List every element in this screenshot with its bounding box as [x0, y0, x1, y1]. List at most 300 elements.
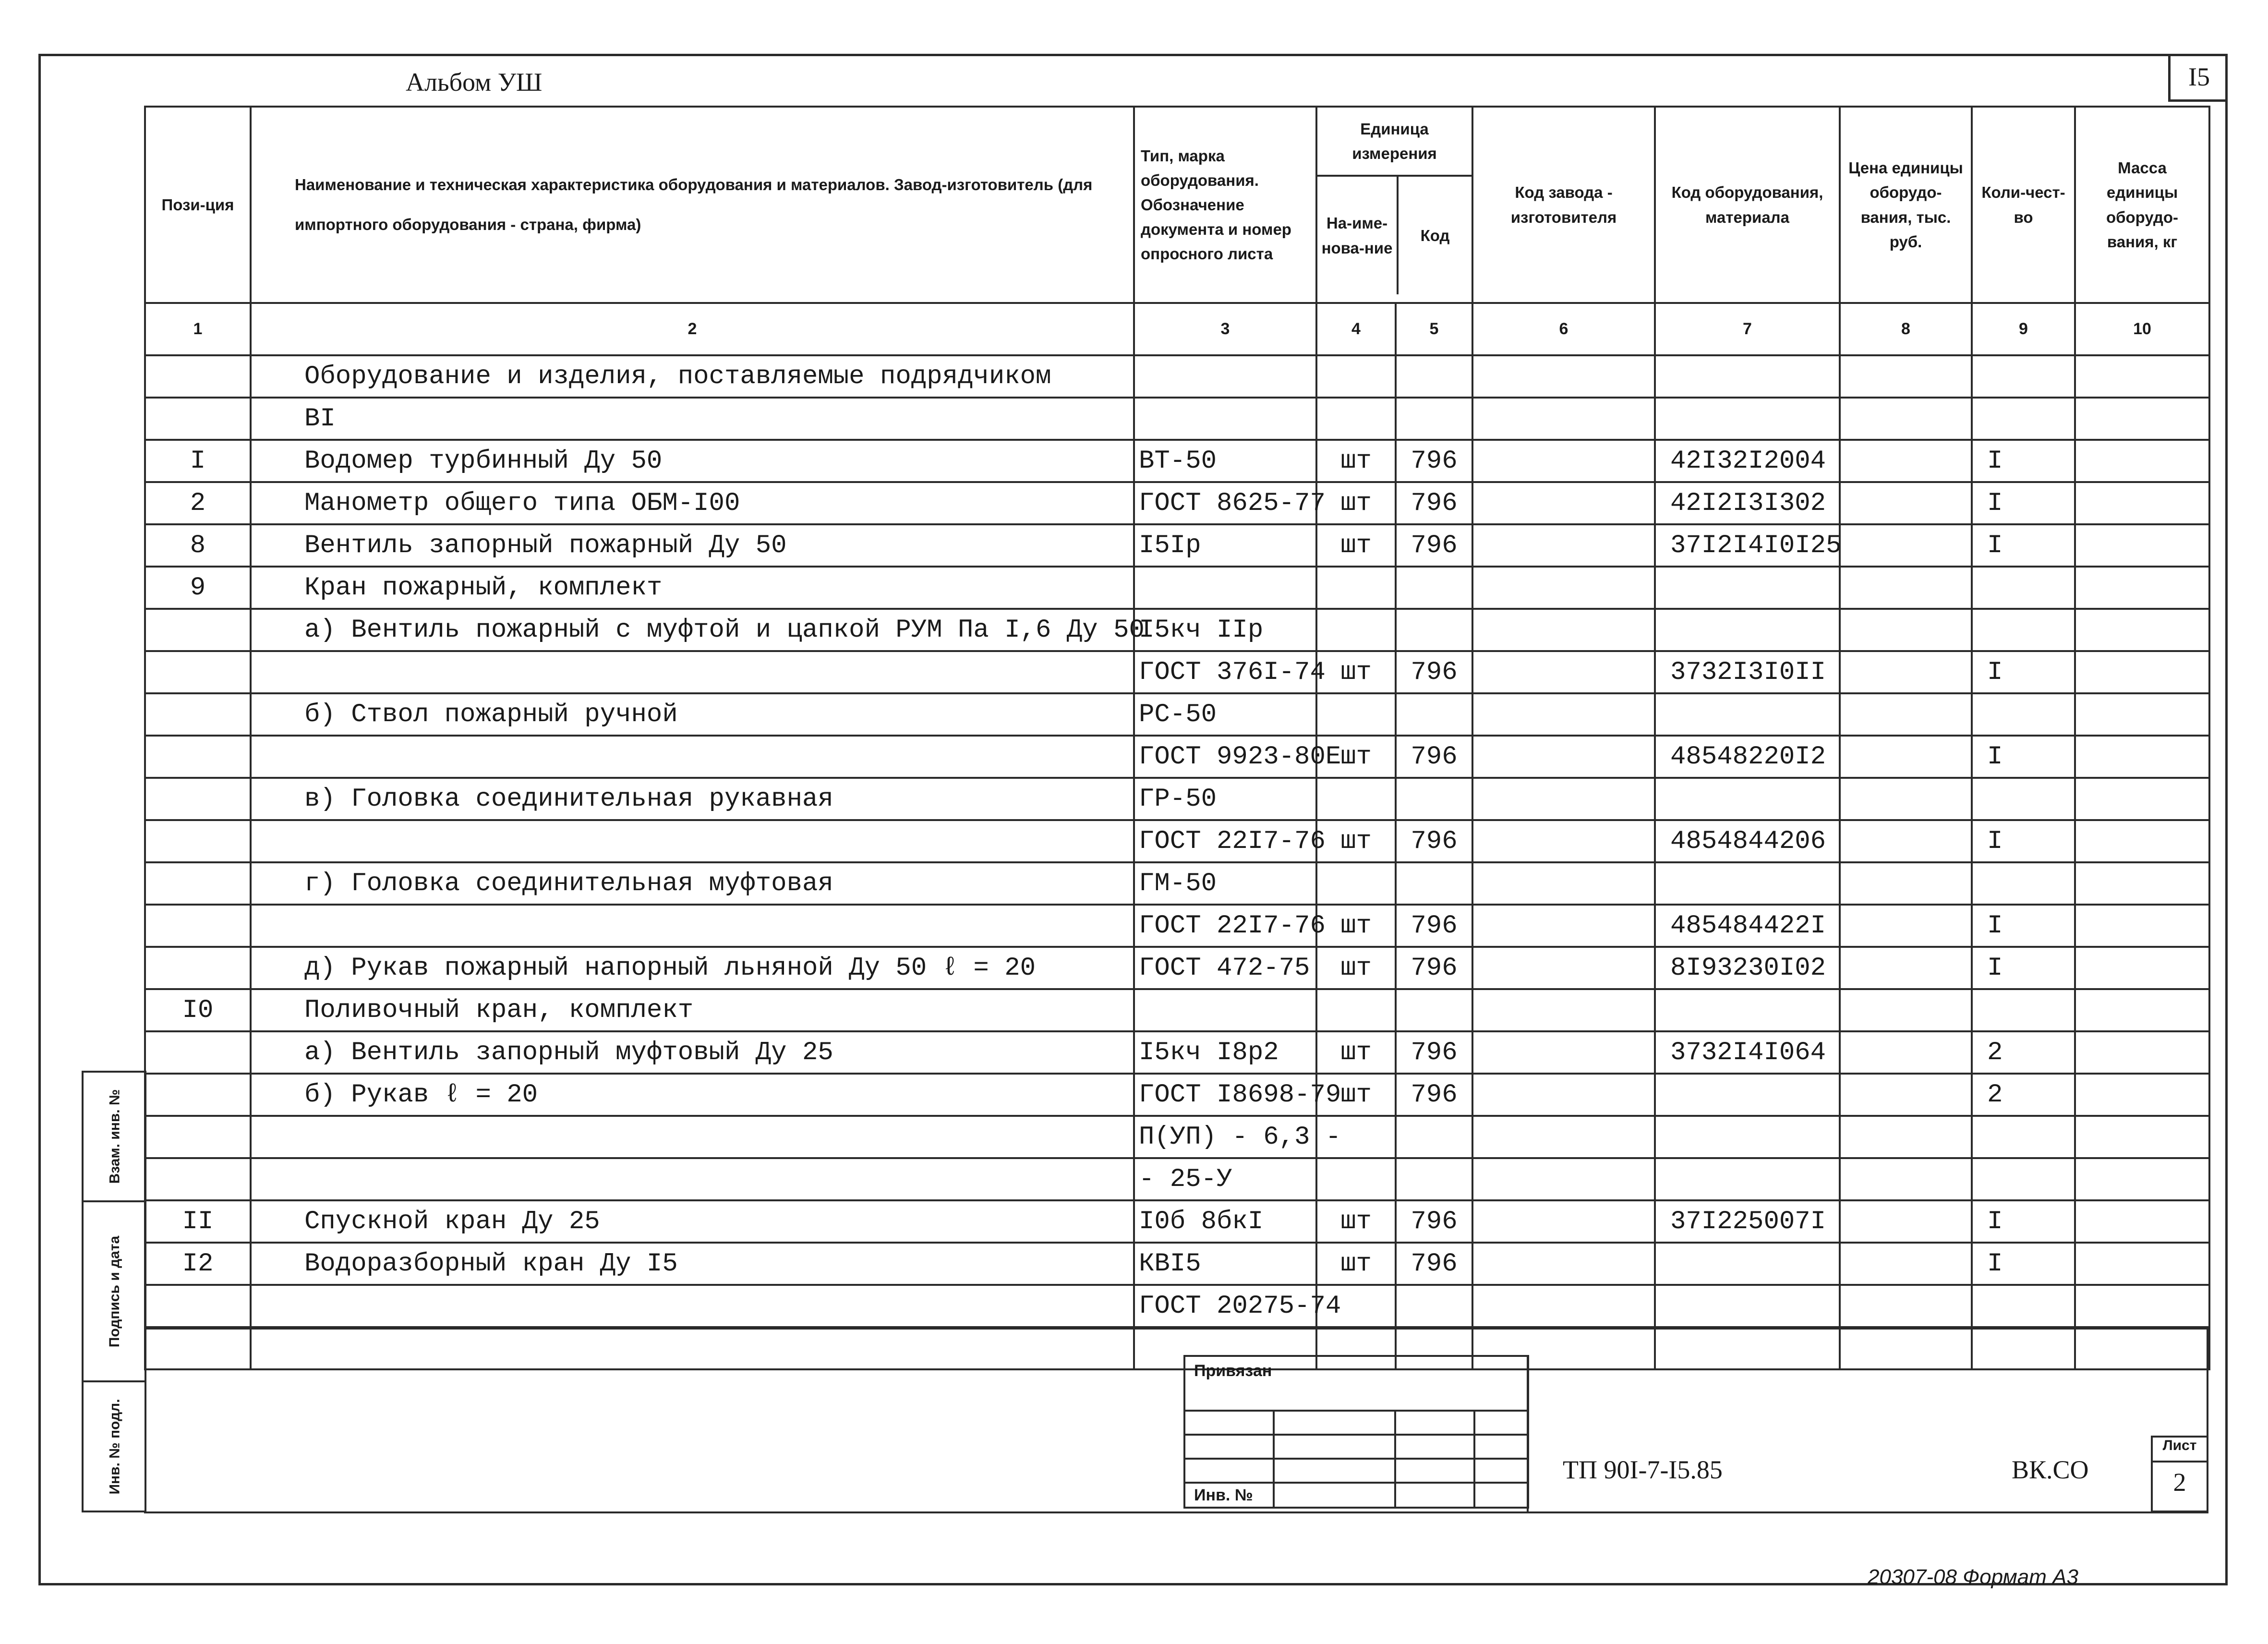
mass-cell — [2075, 1327, 2209, 1369]
table-row — [145, 947, 2209, 989]
equipment-code-cell: 37I225007I — [1655, 1200, 1840, 1243]
position-cell — [145, 947, 251, 989]
type-cell: ГОСТ 9923-80Е — [1134, 736, 1316, 778]
unit-code-cell — [1396, 1158, 1472, 1200]
position-cell — [145, 1158, 251, 1200]
price-cell — [1840, 1074, 1972, 1116]
quantity-cell — [1972, 1285, 2075, 1327]
name-cell — [251, 1285, 1134, 1327]
unit-code-cell: 796 — [1396, 524, 1472, 567]
unit-code-cell: 796 — [1396, 820, 1472, 862]
unit-cell — [1316, 989, 1396, 1031]
price-cell — [1840, 778, 1972, 820]
mass-cell — [2075, 651, 2209, 693]
type-cell: I5Iр — [1134, 524, 1316, 567]
name-cell: Манометр общего типа ОБМ-I00 — [251, 482, 1134, 524]
quantity-cell: I — [1972, 1243, 2075, 1285]
price-cell — [1840, 989, 1972, 1031]
type-cell — [1134, 567, 1316, 609]
name-cell: в) Головка соединительная рукавная — [251, 778, 1134, 820]
unit-code-cell: 796 — [1396, 1074, 1472, 1116]
name-cell: а) Вентиль пожарный с муфтой и цапкой РУМ Па I,6 Ду 50 — [251, 609, 1134, 651]
unit-code-cell — [1396, 355, 1472, 398]
quantity-cell — [1972, 778, 2075, 820]
quantity-cell — [1972, 609, 2075, 651]
price-cell — [1840, 1327, 1972, 1369]
price-cell — [1840, 1243, 1972, 1285]
mass-cell — [2075, 736, 2209, 778]
quantity-cell: I — [1972, 440, 2075, 482]
column-number: 1 — [145, 303, 251, 355]
unit-cell: шт — [1316, 736, 1396, 778]
unit-code-cell — [1396, 567, 1472, 609]
unit-cell: шт — [1316, 905, 1396, 947]
type-cell: ГОСТ 8625-77 — [1134, 482, 1316, 524]
quantity-cell — [1972, 862, 2075, 905]
name-cell — [251, 820, 1134, 862]
equipment-code-cell — [1655, 862, 1840, 905]
header-quantity: Коли-чест-во — [1972, 107, 2075, 303]
maker-code-cell — [1472, 524, 1655, 567]
quantity-cell: I — [1972, 482, 2075, 524]
type-cell: ГОСТ 22I7-76 — [1134, 905, 1316, 947]
quantity-cell: I — [1972, 820, 2075, 862]
equipment-code-cell — [1655, 1074, 1840, 1116]
position-cell: I — [145, 440, 251, 482]
mass-cell — [2075, 989, 2209, 1031]
mass-cell — [2075, 1031, 2209, 1074]
position-cell — [145, 778, 251, 820]
maker-code-cell — [1472, 1074, 1655, 1116]
table-row — [145, 1116, 2209, 1158]
position-cell — [145, 1327, 251, 1369]
equipment-code-cell — [1655, 1285, 1840, 1327]
unit-cell — [1316, 693, 1396, 736]
equipment-code-cell — [1655, 398, 1840, 440]
type-cell: РС-50 — [1134, 693, 1316, 736]
maker-code-cell — [1472, 609, 1655, 651]
position-cell — [145, 736, 251, 778]
table-row — [145, 1327, 2209, 1369]
mass-cell — [2075, 1116, 2209, 1158]
mass-cell — [2075, 778, 2209, 820]
position-cell: I0 — [145, 989, 251, 1031]
unit-code-cell — [1396, 862, 1472, 905]
header-unit-code: Код — [1420, 226, 1450, 244]
table-row — [145, 736, 2209, 778]
price-cell — [1840, 609, 1972, 651]
column-number: 3 — [1134, 303, 1316, 355]
equipment-code-cell: 42I32I2004 — [1655, 440, 1840, 482]
table-row — [145, 778, 2209, 820]
table-row — [145, 1158, 2209, 1200]
maker-code-cell — [1472, 567, 1655, 609]
position-cell — [145, 1074, 251, 1116]
price-cell — [1840, 862, 1972, 905]
equipment-code-cell — [1655, 1158, 1840, 1200]
quantity-cell — [1972, 693, 2075, 736]
name-cell: BI — [251, 398, 1134, 440]
maker-code-cell — [1472, 440, 1655, 482]
stamp-bottom-line — [144, 1511, 2208, 1513]
equipment-code-cell — [1655, 1327, 1840, 1369]
quantity-cell: I — [1972, 651, 2075, 693]
position-cell — [145, 355, 251, 398]
name-cell: б) Ствол пожарный ручной — [251, 693, 1134, 736]
header-price: Цена единицы оборудо-вания, тыс. руб. — [1840, 107, 1972, 303]
unit-cell: шт — [1316, 1200, 1396, 1243]
maker-code-cell — [1472, 1158, 1655, 1200]
equipment-code-cell — [1655, 1243, 1840, 1285]
maker-code-cell — [1472, 398, 1655, 440]
type-cell: ГОСТ 376I-74 — [1134, 651, 1316, 693]
unit-cell — [1316, 1158, 1396, 1200]
type-cell: ГОСТ 472-75 — [1134, 947, 1316, 989]
maker-code-cell — [1472, 1200, 1655, 1243]
unit-code-cell — [1396, 778, 1472, 820]
unit-code-cell: 796 — [1396, 1243, 1472, 1285]
name-cell: Поливочный кран, комплект — [251, 989, 1134, 1031]
price-cell — [1840, 524, 1972, 567]
side-field-original — [84, 1382, 146, 1511]
header-equipment-code: Код оборудования, материала — [1655, 107, 1840, 303]
position-cell — [145, 693, 251, 736]
position-cell — [145, 609, 251, 651]
table-row — [145, 1243, 2209, 1285]
mass-cell — [2075, 355, 2209, 398]
column-number: 5 — [1396, 303, 1472, 355]
mass-cell — [2075, 905, 2209, 947]
quantity-cell — [1972, 398, 2075, 440]
quantity-cell — [1972, 989, 2075, 1031]
privyazan-label: Привязан — [1194, 1362, 1272, 1380]
unit-cell: шт — [1316, 524, 1396, 567]
stamp-top-line — [144, 1328, 2208, 1330]
unit-code-cell: 796 — [1396, 736, 1472, 778]
quantity-cell: I — [1972, 524, 2075, 567]
maker-code-cell — [1472, 1243, 1655, 1285]
privyazan-box — [1183, 1355, 1529, 1509]
quantity-cell: 2 — [1972, 1074, 2075, 1116]
price-cell — [1840, 651, 1972, 693]
table-row — [145, 440, 2209, 482]
price-cell — [1840, 1116, 1972, 1158]
column-numbers-row — [145, 303, 2209, 355]
type-cell: ГОСТ 20275-74 — [1134, 1285, 1316, 1327]
mass-cell — [2075, 862, 2209, 905]
price-cell — [1840, 947, 1972, 989]
column-number: 8 — [1840, 303, 1972, 355]
quantity-cell: I — [1972, 947, 2075, 989]
price-cell — [1840, 736, 1972, 778]
name-cell — [251, 905, 1134, 947]
maker-code-cell — [1472, 905, 1655, 947]
unit-cell: шт — [1316, 482, 1396, 524]
position-cell — [145, 651, 251, 693]
list-label: Лист — [2153, 1438, 2207, 1463]
unit-code-cell — [1396, 989, 1472, 1031]
unit-cell: шт — [1316, 1074, 1396, 1116]
price-cell — [1840, 1285, 1972, 1327]
quantity-cell: 2 — [1972, 1031, 2075, 1074]
unit-cell — [1316, 778, 1396, 820]
format-note: 20307-08 Формат А3 — [1868, 1565, 2078, 1589]
maker-code-cell — [1472, 820, 1655, 862]
equipment-code-cell: 42I2I3I302 — [1655, 482, 1840, 524]
price-cell — [1840, 1031, 1972, 1074]
table-row — [145, 1031, 2209, 1074]
table-row — [145, 355, 2209, 398]
position-cell: 2 — [145, 482, 251, 524]
equipment-code-cell: 37I2I4I0I25 — [1655, 524, 1840, 567]
unit-code-cell: 796 — [1396, 651, 1472, 693]
table-row — [145, 989, 2209, 1031]
table-row — [145, 651, 2209, 693]
document-code: ТП 90I-7-I5.85 — [1563, 1455, 1723, 1484]
position-cell — [145, 820, 251, 862]
price-cell — [1840, 482, 1972, 524]
price-cell — [1840, 1200, 1972, 1243]
name-cell: Водоразборный кран Ду I5 — [251, 1243, 1134, 1285]
unit-code-cell — [1396, 1285, 1472, 1327]
unit-cell — [1316, 609, 1396, 651]
maker-code-cell — [1472, 778, 1655, 820]
maker-code-cell — [1472, 1285, 1655, 1327]
type-cell: I0б 8бкI — [1134, 1200, 1316, 1243]
table-row — [145, 905, 2209, 947]
column-number: 2 — [251, 303, 1134, 355]
name-cell — [251, 651, 1134, 693]
mass-cell — [2075, 947, 2209, 989]
mass-cell — [2075, 1158, 2209, 1200]
equipment-code-cell: 3732I3I0II — [1655, 651, 1840, 693]
section-code: ВК.СО — [2012, 1455, 2089, 1484]
equipment-code-cell: 485484422I — [1655, 905, 1840, 947]
name-cell: Водомер турбинный Ду 50 — [251, 440, 1134, 482]
table-row — [145, 482, 2209, 524]
type-cell: ВТ-50 — [1134, 440, 1316, 482]
maker-code-cell — [1472, 693, 1655, 736]
table-row — [145, 567, 2209, 609]
mass-cell — [2075, 609, 2209, 651]
name-cell: Оборудование и изделия, поставляемые подрядчиком — [251, 355, 1134, 398]
unit-cell: шт — [1316, 947, 1396, 989]
equipment-code-cell: 8I93230I02 — [1655, 947, 1840, 989]
price-cell — [1840, 398, 1972, 440]
table-row — [145, 1200, 2209, 1243]
list-box — [2151, 1436, 2208, 1512]
type-cell: ГМ-50 — [1134, 862, 1316, 905]
header-maker-code: Код завода - изготовителя — [1472, 107, 1655, 303]
maker-code-cell — [1472, 862, 1655, 905]
unit-cell — [1316, 398, 1396, 440]
mass-cell — [2075, 1243, 2209, 1285]
unit-cell: шт — [1316, 1243, 1396, 1285]
equipment-code-cell — [1655, 693, 1840, 736]
table-row — [145, 524, 2209, 567]
unit-cell: шт — [1316, 820, 1396, 862]
position-cell — [145, 1031, 251, 1074]
name-cell: г) Головка соединительная муфтовая — [251, 862, 1134, 905]
price-cell — [1840, 905, 1972, 947]
maker-code-cell — [1472, 947, 1655, 989]
table-row — [145, 1285, 2209, 1327]
unit-cell — [1316, 355, 1396, 398]
mass-cell — [2075, 398, 2209, 440]
price-cell — [1840, 355, 1972, 398]
type-cell: ГР-50 — [1134, 778, 1316, 820]
side-stamp — [82, 1071, 146, 1512]
quantity-cell: I — [1972, 905, 2075, 947]
unit-code-cell — [1396, 1116, 1472, 1158]
name-cell: а) Вентиль запорный муфтовый Ду 25 — [251, 1031, 1134, 1074]
price-cell — [1840, 440, 1972, 482]
unit-code-cell — [1396, 398, 1472, 440]
header-unit-title: Единица измерения — [1317, 108, 1472, 177]
type-cell: П(УП) - 6,3 - — [1134, 1116, 1316, 1158]
header-name: Наименование и техническая характеристика оборудования и материалов. Завод-изготовитель (для импортного оборудования - страна, фирма) — [251, 107, 1134, 303]
column-number: 9 — [1972, 303, 2075, 355]
column-number: 7 — [1655, 303, 1840, 355]
position-cell — [145, 1116, 251, 1158]
unit-cell — [1316, 567, 1396, 609]
mass-cell — [2075, 820, 2209, 862]
name-cell — [251, 736, 1134, 778]
equipment-code-cell — [1655, 778, 1840, 820]
price-cell — [1840, 1158, 1972, 1200]
header-type: Тип, марка оборудования. Обозначение документа и номер опросного листа — [1134, 107, 1316, 303]
side-label: Взам. инв. № — [107, 1089, 123, 1184]
name-cell: Спускной кран Ду 25 — [251, 1200, 1134, 1243]
type-cell: I5кч IIр — [1134, 609, 1316, 651]
side-label: Инв. № подл. — [107, 1398, 123, 1495]
equipment-code-cell: 48548220I2 — [1655, 736, 1840, 778]
mass-cell — [2075, 1074, 2209, 1116]
unit-code-cell — [1396, 693, 1472, 736]
maker-code-cell — [1472, 1116, 1655, 1158]
table-row — [145, 609, 2209, 651]
position-cell — [145, 862, 251, 905]
side-label: Подпись и дата — [107, 1235, 123, 1347]
quantity-cell — [1972, 1327, 2075, 1369]
maker-code-cell — [1472, 736, 1655, 778]
unit-code-cell: 796 — [1396, 440, 1472, 482]
equipment-code-cell: 4854844206 — [1655, 820, 1840, 862]
unit-cell: шт — [1316, 1031, 1396, 1074]
name-cell: д) Рукав пожарный напорный льняной Ду 50 ℓ = 20 — [251, 947, 1134, 989]
side-field-signature — [84, 1202, 146, 1382]
position-cell: 9 — [145, 567, 251, 609]
type-cell: I5кч I8р2 — [1134, 1031, 1316, 1074]
album-title: Альбом УШ — [406, 68, 543, 97]
unit-code-cell: 796 — [1396, 905, 1472, 947]
equipment-code-cell — [1655, 989, 1840, 1031]
stamp-divider — [1527, 1355, 1529, 1511]
header-unit — [1316, 107, 1472, 303]
quantity-cell: I — [1972, 736, 2075, 778]
header-unit-name: На-име-нова-ние — [1317, 177, 1399, 294]
type-cell — [1134, 398, 1316, 440]
type-cell — [1134, 989, 1316, 1031]
type-cell — [1134, 355, 1316, 398]
type-cell: КВI5 — [1134, 1243, 1316, 1285]
mass-cell — [2075, 440, 2209, 482]
price-cell — [1840, 693, 1972, 736]
name-cell — [251, 1116, 1134, 1158]
type-cell: ГОСТ 22I7-76 — [1134, 820, 1316, 862]
mass-cell — [2075, 1285, 2209, 1327]
table-row — [145, 398, 2209, 440]
table-row — [145, 693, 2209, 736]
name-cell: б) Рукав ℓ = 20 — [251, 1074, 1134, 1116]
unit-code-cell — [1396, 609, 1472, 651]
equipment-code-cell — [1655, 355, 1840, 398]
type-cell: - 25-У — [1134, 1158, 1316, 1200]
maker-code-cell — [1472, 355, 1655, 398]
name-cell: Кран пожарный, комплект — [251, 567, 1134, 609]
quantity-cell — [1972, 1116, 2075, 1158]
maker-code-cell — [1472, 1031, 1655, 1074]
equipment-code-cell: 3732I4I064 — [1655, 1031, 1840, 1074]
name-cell — [251, 1158, 1134, 1200]
unit-code-cell: 796 — [1396, 1200, 1472, 1243]
position-cell: 8 — [145, 524, 251, 567]
list-number: 2 — [2173, 1468, 2186, 1497]
name-cell: Вентиль запорный пожарный Ду 50 — [251, 524, 1134, 567]
position-cell: I2 — [145, 1243, 251, 1285]
unit-code-cell: 796 — [1396, 1031, 1472, 1074]
table-row — [145, 1074, 2209, 1116]
mass-cell — [2075, 1200, 2209, 1243]
unit-code-cell: 796 — [1396, 947, 1472, 989]
mass-cell — [2075, 482, 2209, 524]
column-number: 4 — [1316, 303, 1396, 355]
equipment-code-cell — [1655, 567, 1840, 609]
column-number: 6 — [1472, 303, 1655, 355]
position-cell — [145, 1285, 251, 1327]
position-cell — [145, 905, 251, 947]
side-field-replacement — [84, 1073, 146, 1202]
equipment-code-cell — [1655, 609, 1840, 651]
sheet-number: I5 — [2168, 54, 2228, 102]
position-cell — [145, 398, 251, 440]
unit-cell: шт — [1316, 440, 1396, 482]
column-number: 10 — [2075, 303, 2209, 355]
mass-cell — [2075, 567, 2209, 609]
mass-cell — [2075, 693, 2209, 736]
mass-cell — [2075, 524, 2209, 567]
table-row — [145, 820, 2209, 862]
quantity-cell: I — [1972, 1200, 2075, 1243]
table-row — [145, 862, 2209, 905]
table-header — [145, 107, 2209, 303]
quantity-cell — [1972, 1158, 2075, 1200]
specification-table — [144, 106, 2210, 1370]
maker-code-cell — [1472, 651, 1655, 693]
unit-cell — [1316, 862, 1396, 905]
inventory-label: Инв. № — [1194, 1486, 1253, 1504]
unit-code-cell: 796 — [1396, 482, 1472, 524]
position-cell: II — [145, 1200, 251, 1243]
quantity-cell — [1972, 355, 2075, 398]
quantity-cell — [1972, 567, 2075, 609]
name-cell — [251, 1327, 1134, 1369]
maker-code-cell — [1472, 989, 1655, 1031]
price-cell — [1840, 820, 1972, 862]
unit-cell: шт — [1316, 651, 1396, 693]
equipment-code-cell — [1655, 1116, 1840, 1158]
type-cell: ГОСТ I8698-79 — [1134, 1074, 1316, 1116]
